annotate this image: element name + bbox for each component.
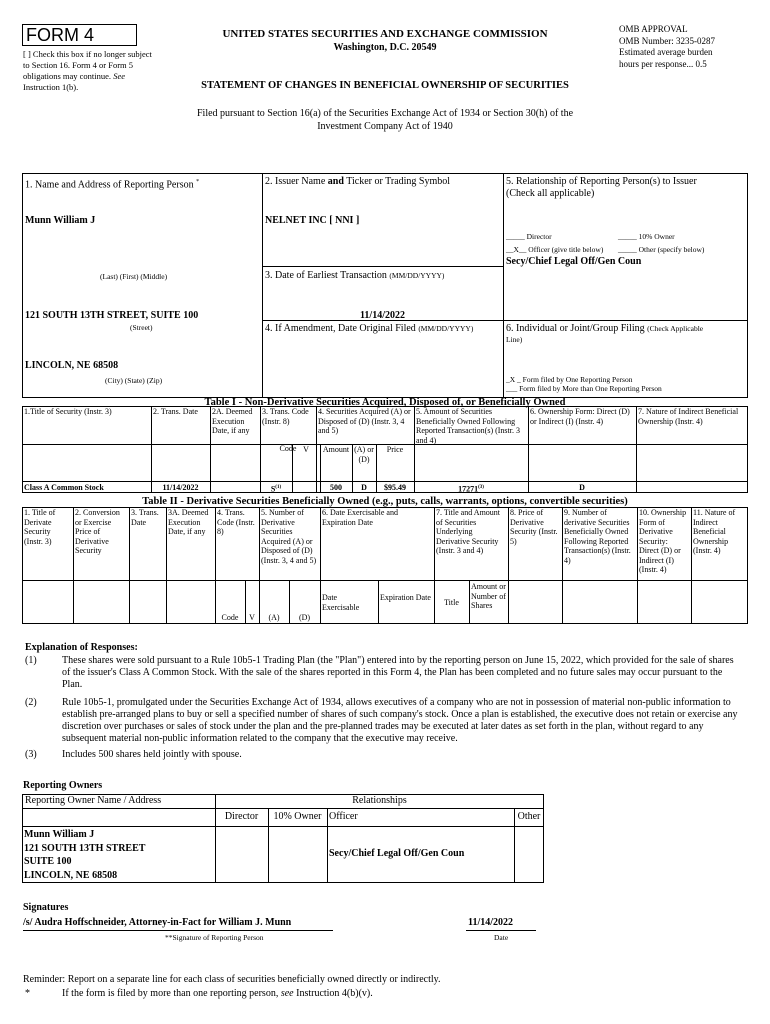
owner-addr-4: LINCOLN, NE 68508: [24, 869, 118, 881]
reporting-person-label-mark: *: [196, 179, 200, 185]
signature-date: 11/14/2022: [468, 917, 514, 928]
owner-addr-3: SUITE 100: [24, 856, 72, 867]
reminder-line2: [62, 988, 373, 1000]
relationship-label-1: 5. Relationship of Reporting Person(s) to Issuer: [506, 176, 697, 187]
filing-label-3: Line): [506, 335, 523, 344]
t1-h-code: 3. Trans. Code (Instr. 8): [262, 407, 309, 426]
t2-h-number: 5. Number of Derivative Securities Acquired (A) or Disposed of (D) (Instr. 3, 4 and 5): [261, 508, 317, 565]
t2-sub-v: V: [249, 613, 255, 622]
signature-label: **Signature of Reporting Person: [165, 933, 264, 942]
t2-h-deemed: 3A. Deemed Execution Date, if any: [168, 508, 209, 536]
t1-sub-aord: (A) or (D): [354, 445, 374, 464]
rel-officer: __X__ Officer (give title below): [506, 245, 604, 254]
note-3-num: (3): [25, 749, 37, 760]
t2-h-nature: 11. Nature of Indirect Beneficial Ownership (Instr. 4): [693, 508, 736, 555]
t1-h-deemed: 2A. Deemed Execution Date, if any: [212, 407, 253, 435]
owner-addr-1: Munn William J: [24, 829, 95, 840]
reminder-star: *: [25, 988, 30, 999]
relationship-label: [506, 176, 746, 200]
t2-h-price: 8. Price of Derivative Security (Instr. 5): [510, 508, 558, 546]
owners-heading: Reporting Owners: [23, 780, 103, 791]
info-grid: [22, 173, 748, 398]
earliest-label: [265, 270, 444, 282]
checkbox-note-text: [ ] Check this box if no longer subject to Section 16. Form 4 or Form 5 obligations may continue.: [23, 49, 152, 81]
statement-title: STATEMENT OF CHANGES IN BENEFICIAL OWNERSHIP OF SECURITIES: [201, 80, 569, 91]
note-3-text: Includes 500 shares held jointly with spouse.: [62, 749, 242, 760]
owners-col-name: Reporting Owner Name / Address: [25, 795, 162, 806]
t1-row-code-fn: (1): [275, 485, 282, 490]
checkbox-note-instr: Instruction 1(b).: [23, 82, 79, 92]
name-parts-label: (Last) (First) (Middle): [100, 272, 168, 281]
t2-h-conv: 2. Conversion or Exercise Price of Derivative Security: [75, 508, 120, 555]
t2-h-title: 1. Title of Derivate Security (Instr. 3): [24, 508, 56, 546]
owner-officer-value: Secy/Chief Legal Off/Gen Coun: [329, 848, 465, 859]
amend-label: [265, 323, 473, 335]
t1-row-owned-fn: (3): [478, 485, 484, 490]
table2-title: Table II - Derivative Securities Beneficially Owned (e.g., puts, calls, warrants, options, convertible securities): [142, 496, 628, 507]
t1-row-aord: D: [361, 483, 367, 492]
street-label: (Street): [130, 323, 153, 332]
owners-col-rel: Relationships: [352, 795, 407, 806]
t1-row-date: 11/14/2022: [162, 483, 199, 492]
t2-sub-expiration: Expiration Date: [380, 593, 431, 602]
filing-label: [506, 323, 746, 344]
reminder-line2-see: see: [280, 988, 294, 999]
amend-label-text: 4. If Amendment, Date Original Filed: [265, 323, 416, 334]
t1-row-price: $95.49: [384, 483, 406, 492]
signatures-heading: Signatures: [23, 902, 69, 913]
t2-sub-date-exercisable: Date Exercisable: [322, 593, 360, 612]
t1-h-date: 2. Trans. Date: [153, 407, 198, 416]
reminder-line1: Reminder: Report on a separate line for each class of securities beneficially owned directly or indirectly.: [23, 974, 441, 985]
explanation-heading: Explanation of Responses:: [25, 642, 138, 653]
amend-label-fmt: (MM/DD/YYYY): [418, 324, 474, 333]
table1-title: Table I - Non-Derivative Securities Acquired, Disposed of, or Beneficially Owned: [204, 397, 566, 408]
filing-one: _X _ Form filed by One Reporting Person: [506, 375, 633, 384]
t2-sub-code: Code: [221, 613, 239, 622]
t1-row-title: Class A Common Stock: [24, 483, 104, 492]
signer: /s/ Audra Hoffschneider, Attorney-in-Fact for William J. Munn: [23, 917, 292, 928]
reminder-line2-post: Instruction 4(b)(v).: [296, 988, 373, 999]
t1-row-code-value: S: [270, 484, 276, 494]
t1-sub-amount: Amount: [322, 445, 350, 454]
note-2-text: Rule 10b5-1, promulgated under the Securities Exchange Act of 1934, allows executives of a company who are not in possession of material non-public information to establish pre-arranged plans to buy or sell a specified number of shares of such company's stock. Once a plan is established, the executive does not retain or exercise any discretion over purchases or sales of stock under the plan and the pre-planned trades may be executed at later dates as set forth in the plan, without regard to any subsequent material non-public information related to the company that the executive may receive.: [62, 697, 738, 744]
t2-sub-a: (A): [268, 613, 280, 622]
filing-label-1: 6. Individual or Joint/Group Filing: [506, 323, 645, 334]
issuer-label: [265, 176, 450, 188]
reporting-person-name: Munn William J: [25, 215, 96, 226]
rel-ten-pct: _____ 10% Owner: [618, 232, 675, 241]
reporting-person-city: LINCOLN, NE 68508: [25, 360, 119, 371]
t1-h-nature: 7. Nature of Indirect Beneficial Ownership (Instr. 4): [638, 407, 739, 426]
note-2-num: (2): [25, 697, 37, 708]
earliest-label-text: 3. Date of Earliest Transaction: [265, 270, 387, 281]
t2-sub-amount: Amount or Number of Shares: [471, 582, 506, 610]
checkbox-note: [23, 49, 153, 93]
note-1-text: These shares were sold pursuant to a Rule 10b5-1 Trading Plan (the "Plan") entered into by the reporting person on June 15, 2022, which provided for the sale of shares of the issuer's Class A Common Stock. With the sale of the shares reported in this Form 4, the Plan has been completed and no future sales may occur pursuant to the Plan.: [62, 655, 734, 690]
t1-row-code: [260, 482, 292, 495]
t1-h-title: 1.Title of Security (Instr. 3): [24, 407, 112, 416]
relationship-label-2: (Check all applicable): [506, 188, 595, 199]
reporting-person-street: 121 SOUTH 13TH STREET, SUITE 100: [25, 310, 199, 321]
agency-location: Washington, D.C. 20549: [333, 42, 437, 53]
omb-box: [619, 24, 715, 70]
t2-h-code: 4. Trans. Code (Instr. 8): [217, 508, 255, 536]
t2-sub-title: Title: [444, 598, 459, 607]
reporting-person-label: [25, 176, 199, 191]
rel-director: _____ Director: [506, 232, 552, 241]
owners-col-director: Director: [224, 811, 259, 822]
t1-sub-v: V: [303, 445, 309, 454]
t1-h-acq: 4. Securities Acquired (A) or Disposed of (D) (Instr. 3, 4 and 5): [318, 407, 411, 435]
t1-h-owned: 5. Amount of Securities Beneficially Owned Following Reported Transaction(s) (Instr. 3 and 4): [416, 407, 520, 445]
t2-h-underlying: 7. Title and Amount of Securities Underlying Derivative Security (Instr. 3 and 4): [436, 508, 501, 555]
t2-h-form: 10. Ownership Form of Derivative Security: Direct (D) or Indirect (I) (Instr. 4): [639, 508, 687, 574]
rel-title: Secy/Chief Legal Off/Gen Coun: [506, 256, 642, 267]
omb-burden-2: hours per response... 0.5: [619, 58, 707, 69]
t1-row-amount: 500: [330, 483, 342, 492]
earliest-label-fmt: (MM/DD/YYYY): [389, 271, 445, 280]
t1-row-v: [292, 482, 320, 484]
omb-burden-1: Estimated average burden: [619, 47, 713, 57]
owner-address: [24, 828, 145, 882]
t2-sub-d: (D): [298, 613, 311, 622]
owners-col-officer: Officer: [329, 811, 358, 822]
city-label: (City) (State) (Zip): [105, 376, 163, 385]
filed-pursuant-1: Filed pursuant to Section 16(a) of the Securities Exchange Act of 1934 or Section 30(h) of the: [196, 108, 574, 119]
reporting-person-label-text: 1. Name and Address of Reporting Person: [25, 179, 194, 191]
note-1-num: (1): [25, 655, 37, 666]
issuer-value: NELNET INC [ NNI ]: [265, 215, 360, 226]
filing-label-2: (Check Applicable: [647, 324, 704, 333]
issuer-label-post: Ticker or Trading Symbol: [346, 176, 451, 187]
filed-pursuant-2: Investment Company Act of 1940: [317, 120, 453, 132]
t2-h-exercise: 6. Date Exercisable and Expiration Date: [322, 508, 398, 527]
reminder-line2-pre: If the form is filed by more than one reporting person,: [62, 988, 279, 999]
t1-sub-price: Price: [386, 445, 404, 454]
filing-more: ___ Form filed by More than One Reporting Person: [506, 384, 662, 393]
issuer-label-and: and: [327, 176, 344, 187]
t1-row-form: D: [579, 483, 585, 492]
t2-h-date: 3. Trans. Date: [131, 508, 159, 527]
issuer-label-pre: 2. Issuer Name: [265, 176, 326, 187]
t1-sub-code: Code: [279, 444, 297, 453]
agency-name: UNITED STATES SECURITIES AND EXCHANGE COMMISSION: [222, 28, 548, 40]
t1-row-owned: [414, 482, 528, 495]
signature-date-label: Date: [494, 933, 509, 942]
filed-pursuant: [100, 108, 670, 133]
form-title: FORM 4: [26, 25, 95, 45]
owners-col-ten: 10% Owner: [273, 811, 322, 822]
t1-h-form: 6. Ownership Form: Direct (D) or Indirect (I) (Instr. 4): [530, 407, 630, 426]
owner-addr-2: 121 SOUTH 13TH STREET: [24, 842, 146, 854]
omb-number: OMB Number: 3235-0287: [619, 35, 715, 46]
earliest-value: 11/14/2022: [359, 310, 405, 321]
owners-col-other: Other: [517, 811, 541, 822]
t1-row-owned-value: 17271: [458, 484, 479, 494]
omb-approval: OMB APPROVAL: [619, 24, 688, 34]
t2-h-owned: 9. Number of derivative Securities Beneficially Owned Following Reported Transaction(s) (Instr. 4): [564, 508, 631, 565]
checkbox-note-see: See: [113, 71, 125, 81]
rel-other: _____ Other (specify below): [618, 245, 705, 254]
